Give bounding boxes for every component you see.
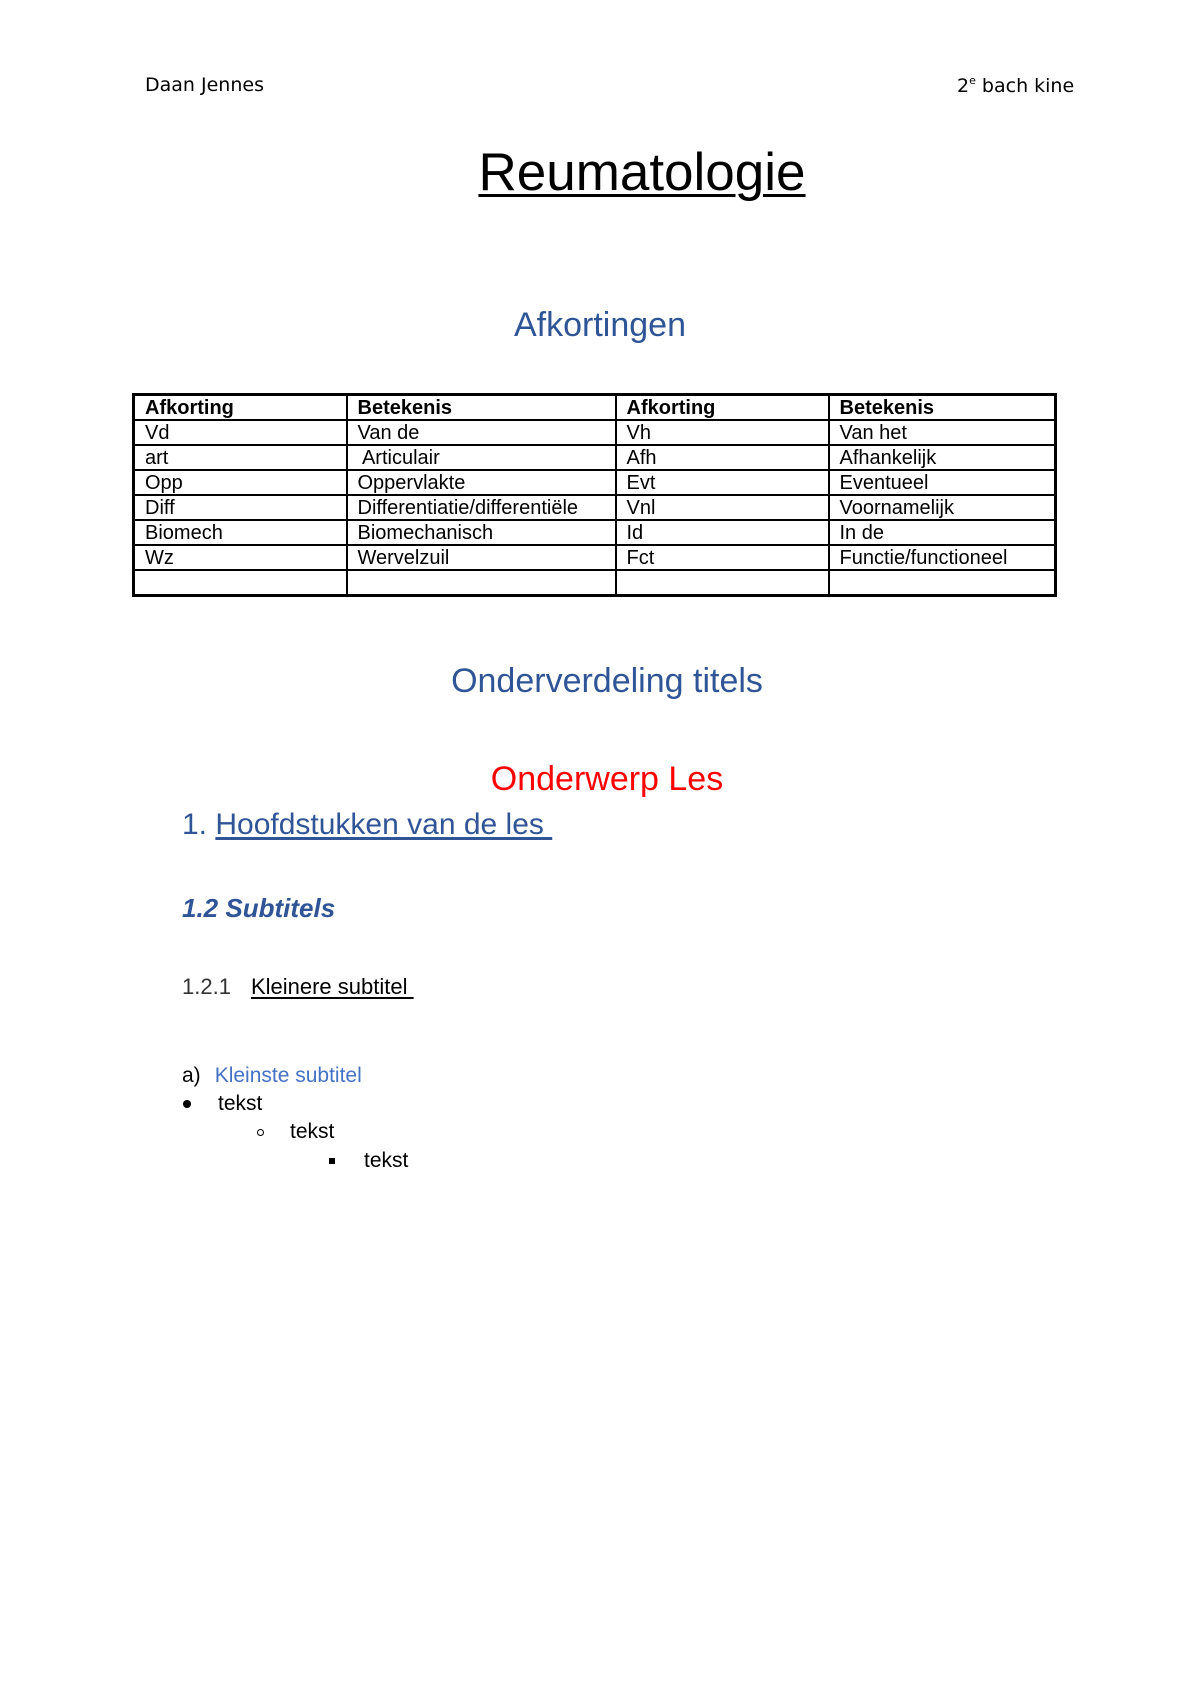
heading-level-3-text: Kleinere subtitel bbox=[250, 974, 414, 999]
table-cell: Afhankelijk bbox=[829, 445, 1056, 470]
table-cell bbox=[829, 570, 1056, 596]
table-cell: Articulair bbox=[347, 445, 616, 470]
heading-level-1-text: Hoofdstukken van de les bbox=[215, 808, 553, 841]
table-cell: Opp bbox=[134, 470, 347, 495]
section-title-heading-levels: Onderverdeling titels bbox=[451, 662, 763, 700]
table-cell: Vd bbox=[134, 420, 347, 445]
list-item-level-2 bbox=[257, 1120, 334, 1144]
table-cell: Evt bbox=[616, 470, 829, 495]
list-item-level-1 bbox=[183, 1092, 262, 1116]
table-header-cell: Afkorting bbox=[616, 395, 829, 421]
bullet-square-icon bbox=[329, 1158, 335, 1164]
table-header-cell: Betekenis bbox=[347, 395, 616, 421]
table-row bbox=[134, 470, 1056, 495]
table-cell: Biomechanisch bbox=[347, 520, 616, 545]
heading-level-1-number: 1. bbox=[182, 808, 216, 841]
table-cell: art bbox=[134, 445, 347, 470]
table-cell: In de bbox=[829, 520, 1056, 545]
table-cell: Eventueel bbox=[829, 470, 1056, 495]
table-cell: Oppervlakte bbox=[347, 470, 616, 495]
table-cell bbox=[134, 570, 347, 596]
table-row bbox=[134, 420, 1056, 445]
table-cell: Fct bbox=[616, 545, 829, 570]
table-cell: Wz bbox=[134, 545, 347, 570]
section-title-abbreviations: Afkortingen bbox=[514, 306, 686, 344]
header-course-sup: e bbox=[969, 74, 976, 87]
table-cell: Id bbox=[616, 520, 829, 545]
table-cell: Functie/functioneel bbox=[829, 545, 1056, 570]
table-cell: Afh bbox=[616, 445, 829, 470]
table-row bbox=[134, 545, 1056, 570]
table-cell bbox=[347, 570, 616, 596]
heading-level-4-marker: a) bbox=[182, 1064, 201, 1087]
topic-title: Onderwerp Les bbox=[490, 760, 724, 798]
table-cell: Diff bbox=[134, 495, 347, 520]
heading-level-3-number: 1.2.1 bbox=[182, 974, 231, 999]
table-cell: Van de bbox=[347, 420, 616, 445]
table-cell: Biomech bbox=[134, 520, 347, 545]
heading-level-4 bbox=[182, 1064, 362, 1088]
header-course-rest: bach kine bbox=[975, 75, 1075, 97]
table-row-empty bbox=[134, 570, 1056, 596]
heading-level-1 bbox=[182, 808, 552, 842]
table-header-cell: Betekenis bbox=[829, 395, 1056, 421]
list-item-text: tekst bbox=[290, 1120, 335, 1143]
heading-level-3 bbox=[182, 974, 414, 1000]
list-item-text: tekst bbox=[218, 1092, 263, 1115]
table-row bbox=[134, 520, 1056, 545]
table-header-row bbox=[134, 395, 1056, 421]
table-cell: Vh bbox=[616, 420, 829, 445]
table-cell bbox=[616, 570, 829, 596]
table-cell: Van het bbox=[829, 420, 1056, 445]
header-course-prefix: 2 bbox=[957, 75, 970, 97]
heading-level-2: 1.2 Subtitels bbox=[182, 893, 336, 923]
table-cell: Wervelzuil bbox=[347, 545, 616, 570]
bullet-disc-icon bbox=[183, 1100, 191, 1108]
table-cell: Differentiatie/differentiële bbox=[347, 495, 616, 520]
bullet-circle-icon bbox=[257, 1129, 264, 1136]
table-row bbox=[134, 445, 1056, 470]
list-item-level-3 bbox=[329, 1149, 408, 1173]
table-header-cell: Afkorting bbox=[134, 395, 347, 421]
table-cell: Vnl bbox=[616, 495, 829, 520]
list-item-text: tekst bbox=[364, 1149, 409, 1172]
abbreviations-table bbox=[132, 393, 1057, 597]
page-title: Reumatologie bbox=[478, 143, 806, 202]
header-course bbox=[957, 74, 1074, 97]
header-author: Daan Jennes bbox=[145, 74, 264, 96]
table-row bbox=[134, 495, 1056, 520]
table-cell: Voornamelijk bbox=[829, 495, 1056, 520]
heading-level-4-text: Kleinste subtitel bbox=[214, 1064, 362, 1087]
